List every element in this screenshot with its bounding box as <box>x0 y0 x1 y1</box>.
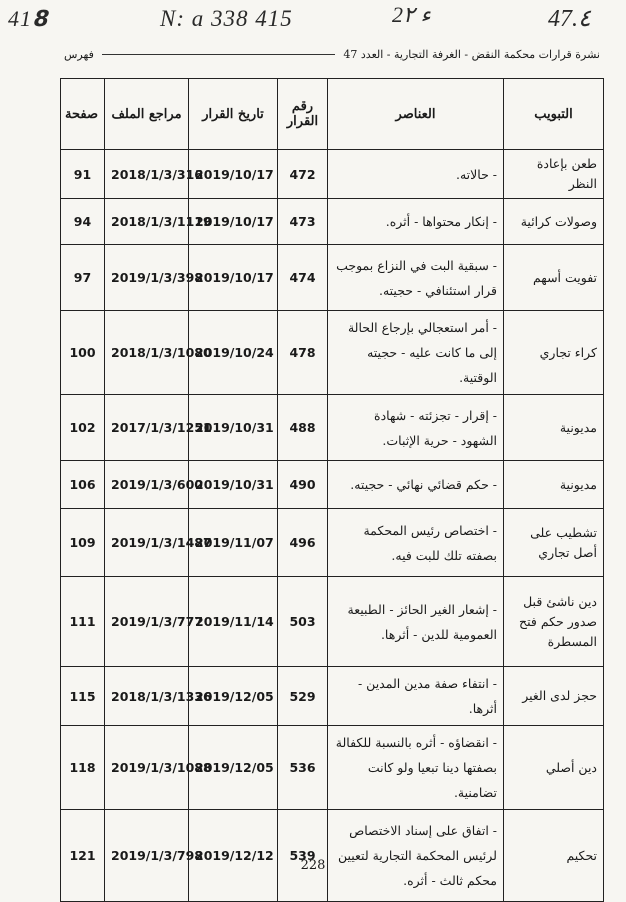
table-row <box>61 726 604 810</box>
column-header-topic: التبويب <box>504 79 604 150</box>
page-cell: 97 <box>61 245 105 311</box>
handwritten-note-left: 41𝟴 <box>8 6 49 31</box>
decision-date-cell: 2019/10/17 <box>189 245 278 311</box>
decision-number-cell: 473 <box>278 199 328 245</box>
decision-date-cell: 2019/12/05 <box>189 667 278 726</box>
table-row <box>61 509 604 577</box>
table-row <box>61 199 604 245</box>
decision-date-cell: 2019/12/05 <box>189 726 278 810</box>
index-table <box>60 78 604 902</box>
table-row <box>61 577 604 667</box>
running-header <box>64 44 600 64</box>
decision-number-cell: 488 <box>278 395 328 461</box>
elements-cell: - اختصاص رئيس المحكمة بصفته تلك للبت فيه. <box>328 509 504 577</box>
elements-cell: - سبقية البت في النزاع بموجب قرار استئنافي - حجيته. <box>328 245 504 311</box>
handwritten-note-middle: 2ء ٢ <box>392 2 431 27</box>
decision-number-cell: 536 <box>278 726 328 810</box>
column-header-file-reference: مراجع الملف <box>105 79 189 150</box>
decision-date-cell: 2019/10/17 <box>189 150 278 199</box>
file-reference-cell: 2019/1/3/600 <box>105 461 189 509</box>
topic-cell: تشطيب على أصل تجاري <box>504 509 604 577</box>
table-header-row <box>61 79 604 150</box>
file-reference-cell: 2019/1/3/1088 <box>105 726 189 810</box>
file-reference-cell: 2017/1/3/1251 <box>105 395 189 461</box>
elements-cell: - إشعار الغير الحائز - الطبيعة العمومية للدين - أثرها. <box>328 577 504 667</box>
file-reference-cell: 2019/1/3/777 <box>105 577 189 667</box>
decision-number-cell: 478 <box>278 311 328 395</box>
decision-number-cell: 496 <box>278 509 328 577</box>
decision-date-cell: 2019/12/12 <box>189 810 278 902</box>
elements-cell: - انتفاء صفة مدين المدين - أثرها. <box>328 667 504 726</box>
file-reference-cell: 2018/1/3/1336 <box>105 667 189 726</box>
column-header-page: صفحة <box>61 79 105 150</box>
page-cell: 91 <box>61 150 105 199</box>
decision-date-cell: 2019/10/31 <box>189 461 278 509</box>
column-header-elements: العناصر <box>328 79 504 150</box>
elements-cell: - أمر استعجالي بإرجاع الحالة إلى ما كانت عليه - حجيته الوقتية. <box>328 311 504 395</box>
topic-cell: طعن بإعادة النظر <box>504 150 604 199</box>
page-cell: 100 <box>61 311 105 395</box>
page-cell: 106 <box>61 461 105 509</box>
table-row <box>61 667 604 726</box>
decision-number-cell: 539 <box>278 810 328 902</box>
table-row <box>61 311 604 395</box>
table-row <box>61 810 604 902</box>
decision-date-cell: 2019/10/17 <box>189 199 278 245</box>
file-reference-cell: 2018/1/3/1080 <box>105 311 189 395</box>
topic-cell: وصولات كرائية <box>504 199 604 245</box>
header-rule <box>102 54 336 55</box>
page-cell: 118 <box>61 726 105 810</box>
file-reference-cell: 2019/1/3/798 <box>105 810 189 902</box>
topic-cell: مديونية <box>504 461 604 509</box>
column-header-decision-number: رقم القرار <box>278 79 328 150</box>
page-cell: 109 <box>61 509 105 577</box>
handwritten-note-right: 47.٤ <box>548 6 591 32</box>
table-row <box>61 150 604 199</box>
publication-title: نشرة قرارات محكمة النقض - الغرفة التجارية - العدد 47 <box>343 47 600 61</box>
table-row <box>61 245 604 311</box>
page-cell: 94 <box>61 199 105 245</box>
topic-cell: دين أصلي <box>504 726 604 810</box>
table-row <box>61 395 604 461</box>
file-reference-cell: 2019/1/3/398 <box>105 245 189 311</box>
decision-date-cell: 2019/10/31 <box>189 395 278 461</box>
table-row <box>61 461 604 509</box>
page-cell: 102 <box>61 395 105 461</box>
page-number: 228 <box>300 858 326 873</box>
index-label: فهرس <box>64 47 94 61</box>
handwritten-reference-number: N: a 338 415 <box>160 6 293 31</box>
decision-date-cell: 2019/10/24 <box>189 311 278 395</box>
decision-number-cell: 472 <box>278 150 328 199</box>
topic-cell: كراء تجاري <box>504 311 604 395</box>
topic-cell: مديونية <box>504 395 604 461</box>
decision-number-cell: 474 <box>278 245 328 311</box>
page-cell: 121 <box>61 810 105 902</box>
topic-cell: تفويت أسهم <box>504 245 604 311</box>
page-cell: 115 <box>61 667 105 726</box>
decision-date-cell: 2019/11/14 <box>189 577 278 667</box>
file-reference-cell: 2019/1/3/1487 <box>105 509 189 577</box>
topic-cell: تحكيم <box>504 810 604 902</box>
elements-cell: - اتفاق على إسناد الاختصاص لرئيس المحكمة التجارية لتعيين محكم ثالث - أثره. <box>328 810 504 902</box>
elements-cell: - إنكار محتواها - أثره. <box>328 199 504 245</box>
decision-number-cell: 490 <box>278 461 328 509</box>
decision-date-cell: 2019/11/07 <box>189 509 278 577</box>
elements-cell: - حكم قضائي نهائي - حجيته. <box>328 461 504 509</box>
elements-cell: - حالاته. <box>328 150 504 199</box>
decision-number-cell: 503 <box>278 577 328 667</box>
file-reference-cell: 2018/1/3/316 <box>105 150 189 199</box>
column-header-decision-date: تاريخ القرار <box>189 79 278 150</box>
elements-cell: - إقرار - تجزئته - شهادة الشهود - حرية الإثبات. <box>328 395 504 461</box>
file-reference-cell: 2018/1/3/1119 <box>105 199 189 245</box>
elements-cell: - انقضاؤه - أثره بالنسبة للكفالة بصفتها دينا تبعيا ولو كانت تضامنية. <box>328 726 504 810</box>
topic-cell: حجز لدى الغير <box>504 667 604 726</box>
topic-cell: دين ناشئ قبل صدور حكم فتح المسطرة <box>504 577 604 667</box>
decision-number-cell: 529 <box>278 667 328 726</box>
page-cell: 111 <box>61 577 105 667</box>
